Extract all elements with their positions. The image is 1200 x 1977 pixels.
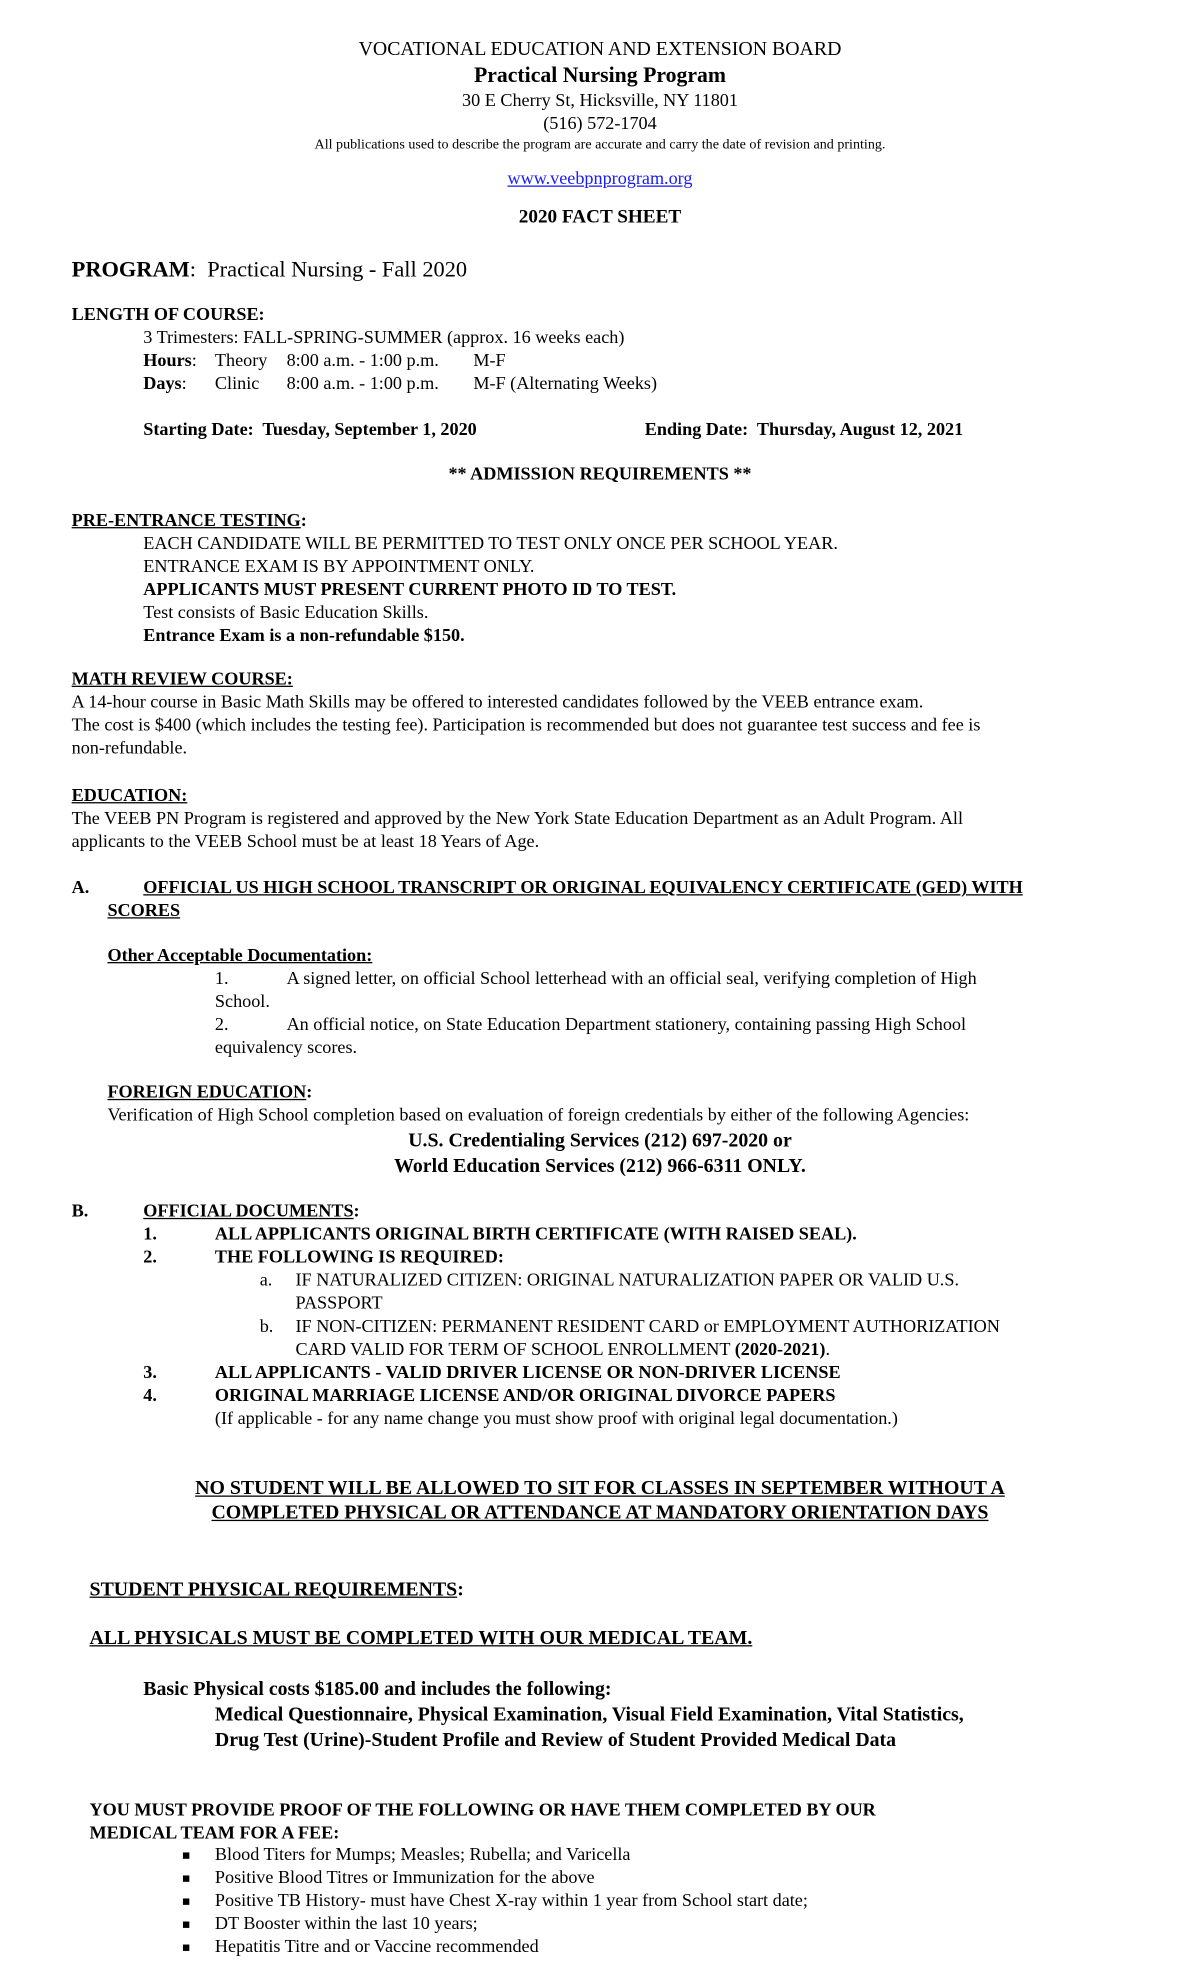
notice-line2: COMPLETED PHYSICAL OR ATTENDANCE AT MANDATORY ORIENTATION DAYS xyxy=(211,1501,989,1524)
hours-label-group xyxy=(143,351,196,374)
agency-2: World Education Services (212) 966-6311 ONLY. xyxy=(394,1155,806,1177)
section-b-item1-num: 1. xyxy=(143,1224,157,1245)
days-time: 8:00 a.m. - 1:00 p.m. xyxy=(286,373,439,395)
program-value: Practical Nursing - Fall 2020 xyxy=(207,255,468,282)
program-colon: : xyxy=(189,255,197,282)
disclaimer: All publications used to describe the program are accurate and carry the date of revision and printing. xyxy=(314,136,886,153)
section-b-item2-num: 2. xyxy=(143,1247,157,1268)
program-title: Practical Nursing Program xyxy=(473,62,727,87)
other-doc-item-1-num: 1. xyxy=(214,968,229,989)
days-colon: : xyxy=(181,373,187,395)
pre-entrance-line2: ENTRANCE EXAM IS BY APPOINTMENT ONLY. xyxy=(143,556,535,577)
phone: (516) 572-1704 xyxy=(543,113,657,135)
pre-entrance-heading-text: PRE-ENTRANCE TESTING xyxy=(71,510,301,531)
other-doc-item-2-num: 2. xyxy=(214,1014,229,1035)
math-review-line1: A 14-hour course in Basic Math Skills may be offered to interested candidates followed by the VEEB entrance exam. xyxy=(71,692,924,713)
proof-bullet-1: Blood Titers for Mumps; Measles; Rubella; and Varicella xyxy=(214,1844,631,1866)
physical-heading xyxy=(90,1577,464,1601)
foreign-education-heading-text: FOREIGN EDUCATION xyxy=(107,1082,307,1103)
bullet-icon xyxy=(183,1898,189,1904)
section-b-sub-a-line1: IF NATURALIZED CITIZEN: ORIGINAL NATURALIZATION PAPER OR VALID U.S. xyxy=(295,1270,959,1291)
section-b-item4-note: (If applicable - for any name change you must show proof with original legal documentation.) xyxy=(214,1408,898,1429)
section-b-title-text: OFFICIAL DOCUMENTS xyxy=(143,1201,354,1222)
foreign-education-colon: : xyxy=(306,1082,313,1103)
org-name: VOCATIONAL EDUCATION AND EXTENSION BOARD xyxy=(358,38,842,61)
other-doc-item-1-line2: School. xyxy=(214,991,270,1012)
section-b-title xyxy=(143,1201,359,1224)
pre-entrance-line5: Entrance Exam is a non-refundable $150. xyxy=(143,625,465,647)
program-line xyxy=(72,256,467,282)
end-date-label: Ending Date: xyxy=(644,419,749,441)
section-b-sub-b-line2 xyxy=(296,1339,830,1362)
other-documentation-heading: Other Acceptable Documentation: xyxy=(107,945,373,966)
other-doc-item-1-line1: A signed letter, on official School letterhead with an official seal, verifying completion of High xyxy=(286,968,977,989)
bullet-icon xyxy=(183,1852,189,1858)
course-heading: LENGTH OF COURSE: xyxy=(71,304,265,325)
section-b-item4-num: 4. xyxy=(143,1385,157,1406)
education-heading: EDUCATION: xyxy=(71,785,188,806)
section-b-sub-a-letter: a. xyxy=(259,1270,273,1291)
math-review-line3: non-refundable. xyxy=(71,738,188,759)
section-a-title-line2: SCORES xyxy=(107,900,181,922)
website-container xyxy=(0,169,1200,192)
physical-heading-colon: : xyxy=(457,1578,464,1601)
education-line2: applicants to the VEEB School must be at least 18 Years of Age. xyxy=(71,831,540,853)
proof-bullet-2: Positive Blood Titres or Immunization for the above xyxy=(214,1867,595,1889)
foreign-education-text: Verification of High School completion based on evaluation of foreign credentials by either of the following Agencies: xyxy=(107,1105,970,1126)
sub-b-line2-years: (2020-2021) xyxy=(734,1339,826,1360)
section-b-item3: ALL APPLICANTS - VALID DRIVER LICENSE OR NON-DRIVER LICENSE xyxy=(214,1362,841,1383)
days-label: Days xyxy=(143,373,182,395)
days-label-group xyxy=(143,374,186,397)
bullet-icon xyxy=(183,1922,189,1928)
pre-entrance-line3: APPLICANTS MUST PRESENT CURRENT PHOTO ID TO TEST. xyxy=(143,579,677,600)
bullet-icon xyxy=(183,1945,189,1951)
start-date xyxy=(143,420,476,443)
hours-days: M-F xyxy=(473,350,506,371)
section-b-item4: ORIGINAL MARRIAGE LICENSE AND/OR ORIGINAL DIVORCE PAPERS xyxy=(214,1385,836,1406)
section-a-letter: A. xyxy=(71,877,90,899)
pre-entrance-colon: : xyxy=(300,510,307,531)
proof-bullet-3: Positive TB History- must have Chest X-ray within 1 year from School start date; xyxy=(214,1890,808,1912)
other-doc-item-2-line2: equivalency scores. xyxy=(214,1037,358,1058)
end-date-value: Thursday, August 12, 2021 xyxy=(756,419,964,441)
section-b-letter: B. xyxy=(71,1201,89,1222)
section-b-sub-b-letter: b. xyxy=(259,1316,274,1337)
math-review-line2: The cost is $400 (which includes the testing fee). Participation is recommended but does not guarantee test success and fee is xyxy=(71,715,981,736)
education-line1: The VEEB PN Program is registered and approved by the New York State Education Department as an Adult Program. All xyxy=(71,808,964,829)
hours-time: 8:00 a.m. - 1:00 p.m. xyxy=(286,350,439,371)
physical-includes-line1: Medical Questionnaire, Physical Examination, Visual Field Examination, Vital Statistics, xyxy=(214,1704,964,1726)
foreign-education-heading xyxy=(107,1082,312,1105)
pre-entrance-heading xyxy=(72,510,307,533)
proof-bullet-5: Hepatitis Titre and or Vaccine recommended xyxy=(214,1936,539,1958)
physical-includes-line2: Drug Test (Urine)-Student Profile and Review of Student Provided Medical Data xyxy=(214,1729,897,1752)
fact-sheet-title: 2020 FACT SHEET xyxy=(518,207,682,228)
start-date-value: Tuesday, September 1, 2020 xyxy=(262,419,477,441)
bullet-icon xyxy=(183,1875,189,1881)
course-trimesters: 3 Trimesters: FALL-SPRING-SUMMER (approx. 16 weeks each) xyxy=(143,327,625,348)
all-physicals-line: ALL PHYSICALS MUST BE COMPLETED WITH OUR MEDICAL TEAM. xyxy=(89,1627,753,1650)
days-days: M-F (Alternating Weeks) xyxy=(473,373,658,395)
physical-heading-text: STUDENT PHYSICAL REQUIREMENTS xyxy=(89,1578,458,1601)
end-date xyxy=(645,420,963,443)
hours-type: Theory xyxy=(214,350,268,371)
section-b-item1: ALL APPLICANTS ORIGINAL BIRTH CERTIFICATE (WITH RAISED SEAL). xyxy=(214,1224,857,1245)
hours-label: Hours xyxy=(143,350,192,371)
address: 30 E Cherry St, Hicksville, NY 11801 xyxy=(462,90,738,112)
admission-heading: ** ADMISSION REQUIREMENTS ** xyxy=(448,464,752,485)
program-label: PROGRAM xyxy=(71,255,190,282)
proof-bullet-4: DT Booster within the last 10 years; xyxy=(214,1913,478,1935)
math-review-heading: MATH REVIEW COURSE: xyxy=(71,669,293,690)
section-b-item3-num: 3. xyxy=(143,1362,157,1383)
section-b-sub-b-line1: IF NON-CITIZEN: PERMANENT RESIDENT CARD or EMPLOYMENT AUTHORIZATION xyxy=(295,1316,1000,1337)
sub-b-line2-text: CARD VALID FOR TERM OF SCHOOL ENROLLMENT xyxy=(295,1339,735,1360)
notice-line1: NO STUDENT WILL BE ALLOWED TO SIT FOR CLASSES IN SEPTEMBER WITHOUT A xyxy=(195,1477,1005,1500)
section-a-title-line1: OFFICIAL US HIGH SCHOOL TRANSCRIPT OR ORIGINAL EQUIVALENCY CERTIFICATE (GED) WITH xyxy=(143,877,1023,899)
proof-line1: YOU MUST PROVIDE PROOF OF THE FOLLOWING OR HAVE THEM COMPLETED BY OUR xyxy=(89,1799,876,1821)
section-b-sub-a-line2: PASSPORT xyxy=(295,1293,383,1314)
proof-line2: MEDICAL TEAM FOR A FEE: xyxy=(89,1823,340,1844)
days-type: Clinic xyxy=(214,373,260,395)
hours-colon: : xyxy=(191,350,197,371)
basic-physical-cost: Basic Physical costs $185.00 and includes the following: xyxy=(143,1678,612,1701)
pre-entrance-line4: Test consists of Basic Education Skills. xyxy=(143,602,429,624)
section-b-item2: THE FOLLOWING IS REQUIRED: xyxy=(214,1247,504,1268)
other-doc-item-2-line1: An official notice, on State Education Department stationery, containing passing High School xyxy=(286,1014,967,1035)
start-date-label: Starting Date: xyxy=(143,419,254,441)
sub-b-line2-period: . xyxy=(825,1339,830,1360)
website-link[interactable]: www.veebpnprogram.org xyxy=(507,168,693,190)
section-b-colon: : xyxy=(353,1201,360,1222)
agency-1: U.S. Credentialing Services (212) 697-2020 or xyxy=(408,1129,792,1152)
pre-entrance-line1: EACH CANDIDATE WILL BE PERMITTED TO TEST ONLY ONCE PER SCHOOL YEAR. xyxy=(143,533,838,554)
